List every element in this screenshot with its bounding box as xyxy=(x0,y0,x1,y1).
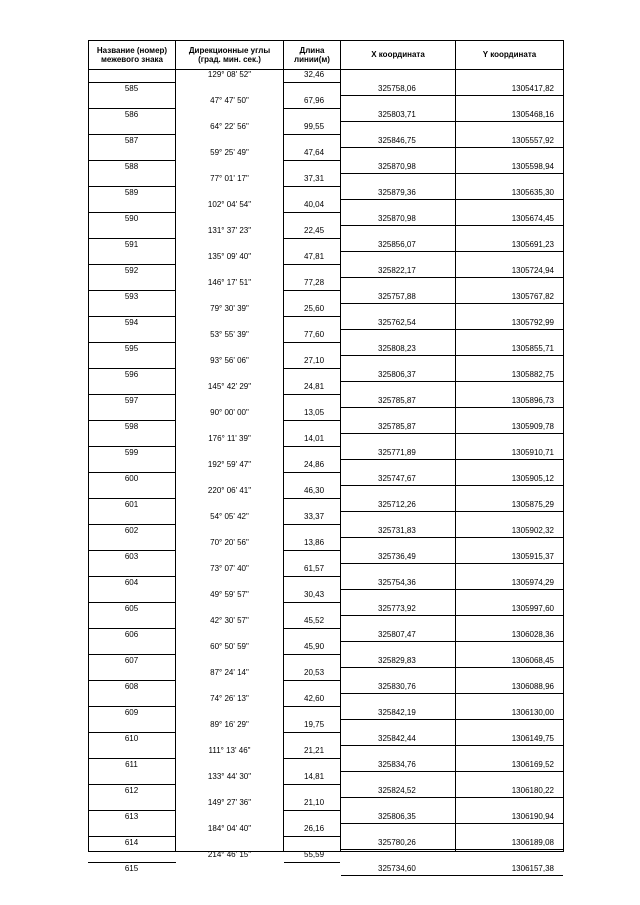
segment-length: 21,21 xyxy=(304,746,325,755)
segment-angle: 146° 17' 51" xyxy=(207,278,252,287)
segment-length: 33,37 xyxy=(304,512,325,521)
point-y: 1305767,82 xyxy=(511,292,554,301)
point-y: 1306190,94 xyxy=(511,812,554,821)
point-name: 611 xyxy=(125,760,138,769)
point-x: 325824,52 xyxy=(378,786,416,795)
segment-length: 27,10 xyxy=(304,356,325,365)
point-x: 325785,87 xyxy=(378,422,416,431)
point-x: 325762,54 xyxy=(378,318,416,327)
point-x: 325822,17 xyxy=(378,266,416,275)
header-name: Название (номер) межевого знака xyxy=(96,45,168,64)
segment-length: 26,16 xyxy=(304,824,325,833)
segment-angle: 129° 08' 52" xyxy=(207,70,252,79)
point-y: 1306068,45 xyxy=(511,656,554,665)
header-length: Длина линии(м) xyxy=(294,45,330,64)
point-y: 1305724,94 xyxy=(511,266,554,275)
point-y: 1306130,00 xyxy=(511,708,554,717)
point-y: 1306028,36 xyxy=(511,630,554,639)
segment-angle: 70° 20' 56" xyxy=(210,538,249,547)
point-name: 596 xyxy=(124,370,139,379)
point-x: 325870,98 xyxy=(378,162,416,171)
point-y: 1306169,52 xyxy=(511,760,554,769)
segment-length: 77,28 xyxy=(304,278,325,287)
point-y: 1305909,78 xyxy=(511,422,554,431)
point-name: 589 xyxy=(124,188,139,197)
segment-length: 21,10 xyxy=(304,798,325,807)
segment-angle: 149° 27' 36" xyxy=(207,798,252,807)
segment-length: 32,46 xyxy=(304,70,325,79)
segment-angle: 90° 00' 00" xyxy=(210,408,249,417)
segment-angle: 133° 44' 30" xyxy=(207,772,252,781)
point-name: 603 xyxy=(124,552,139,561)
point-y: 1306149,75 xyxy=(511,734,554,743)
segment-angle: 74° 26' 13" xyxy=(210,694,249,703)
point-x: 325806,37 xyxy=(378,370,416,379)
point-name: 615 xyxy=(124,864,139,873)
point-x: 325754,36 xyxy=(378,578,416,587)
point-name: 594 xyxy=(124,318,139,327)
point-y: 1305417,82 xyxy=(511,84,554,93)
point-x: 325731,83 xyxy=(378,526,416,535)
point-y: 1305855,71 xyxy=(511,344,554,353)
point-name: 595 xyxy=(124,344,139,353)
header-angle: Дирекционные углы (град. мин. сек.) xyxy=(188,45,271,64)
header-y: Y координата xyxy=(482,50,537,59)
point-x: 325771,89 xyxy=(378,448,416,457)
segment-angle: 220° 06' 41" xyxy=(207,486,252,495)
point-x: 325842,19 xyxy=(378,708,416,717)
point-name: 597 xyxy=(124,396,139,405)
segment-length: 19,75 xyxy=(304,720,325,729)
point-name: 601 xyxy=(124,500,139,509)
point-x: 325785,87 xyxy=(378,396,416,405)
point-y: 1306157,38 xyxy=(511,864,554,873)
point-x: 325834,76 xyxy=(378,760,416,769)
point-x: 325747,67 xyxy=(378,474,416,483)
point-y: 1305468,16 xyxy=(511,110,554,119)
segment-angle: 73° 07' 40" xyxy=(210,564,249,573)
segment-angle: 77° 01' 17" xyxy=(210,174,249,183)
segment-angle: 176° 11' 39" xyxy=(208,434,251,443)
point-x: 325842,44 xyxy=(378,734,416,743)
point-x: 325829,83 xyxy=(378,656,416,665)
point-y: 1305974,29 xyxy=(511,578,554,587)
segment-angle: 53° 55' 39" xyxy=(210,330,249,339)
point-x: 325808,23 xyxy=(378,344,416,353)
segment-length: 14,81 xyxy=(304,772,325,781)
segment-angle: 60° 50' 59" xyxy=(210,642,249,651)
point-name: 599 xyxy=(124,448,139,457)
segment-angle: 192° 59' 47" xyxy=(207,460,252,469)
segment-length: 24,86 xyxy=(304,460,325,469)
segment-angle: 42° 30' 57" xyxy=(210,616,249,625)
segment-length: 22,45 xyxy=(304,226,325,235)
point-name: 585 xyxy=(124,84,139,93)
segment-angle: 47° 47' 50" xyxy=(210,96,249,105)
segment-angle: 93° 56' 06" xyxy=(210,356,249,365)
point-y: 1305997,60 xyxy=(511,604,554,613)
point-x: 325870,98 xyxy=(378,214,416,223)
point-name: 588 xyxy=(124,162,139,171)
header-x: X координата xyxy=(371,50,425,59)
point-name: 593 xyxy=(124,292,139,301)
segment-length: 45,52 xyxy=(304,616,325,625)
segment-angle: 54° 05' 42" xyxy=(210,512,249,521)
point-y: 1305635,30 xyxy=(511,188,554,197)
segment-length: 45,90 xyxy=(304,642,325,651)
point-y: 1305557,92 xyxy=(511,136,554,145)
segment-length: 77,60 xyxy=(304,330,325,339)
point-x: 325879,36 xyxy=(378,188,416,197)
point-name: 605 xyxy=(124,604,139,613)
coordinates-table xyxy=(88,40,564,873)
segment-length: 42,60 xyxy=(304,694,325,703)
point-y: 1306180,22 xyxy=(511,786,554,795)
point-y: 1305896,73 xyxy=(511,396,554,405)
segment-length: 47,81 xyxy=(304,252,325,261)
segment-angle: 131° 37' 23" xyxy=(207,226,252,235)
segment-length: 20,53 xyxy=(304,668,325,677)
segment-length: 13,05 xyxy=(304,408,325,417)
point-name: 608 xyxy=(124,682,139,691)
point-y: 1305691,23 xyxy=(511,240,554,249)
point-name: 613 xyxy=(124,812,139,821)
segment-angle: 111° 13' 46" xyxy=(208,746,251,755)
point-name: 612 xyxy=(124,786,139,795)
point-y: 1305882,75 xyxy=(511,370,554,379)
point-name: 586 xyxy=(124,110,139,119)
segment-angle: 59° 25' 49" xyxy=(210,148,249,157)
segment-angle: 145° 42' 29" xyxy=(207,382,252,391)
segment-length: 61,57 xyxy=(304,564,325,573)
segment-length: 47,64 xyxy=(304,148,325,157)
point-y: 1305674,45 xyxy=(511,214,554,223)
segment-angle: 79° 30' 39" xyxy=(210,304,249,313)
point-name: 614 xyxy=(124,838,139,847)
point-y: 1306088,96 xyxy=(511,682,554,691)
segment-length: 13,86 xyxy=(304,538,325,547)
segment-length: 40,04 xyxy=(304,200,325,209)
point-name: 609 xyxy=(124,708,139,717)
point-name: 598 xyxy=(124,422,139,431)
segment-angle: 89° 16' 29" xyxy=(210,720,249,729)
point-name: 606 xyxy=(124,630,139,639)
point-x: 325803,71 xyxy=(378,110,416,119)
segment-length: 99,55 xyxy=(304,122,325,131)
point-y: 1305792,99 xyxy=(511,318,554,327)
point-name: 607 xyxy=(124,656,139,665)
point-name: 610 xyxy=(124,734,139,743)
point-x: 325773,92 xyxy=(378,604,416,613)
point-name: 587 xyxy=(124,136,139,145)
segment-angle: 64° 22' 56" xyxy=(210,122,249,131)
segment-angle: 184° 04' 40" xyxy=(207,824,252,833)
point-y: 1305598,94 xyxy=(511,162,554,171)
point-x: 325736,49 xyxy=(378,552,416,561)
point-y: 1305905,12 xyxy=(511,474,554,483)
point-x: 325712,26 xyxy=(378,500,416,509)
point-name: 592 xyxy=(124,266,139,275)
point-y: 1305915,37 xyxy=(511,552,554,561)
segment-length: 24,81 xyxy=(304,382,325,391)
point-x: 325757,88 xyxy=(378,292,416,301)
segment-length: 55,59 xyxy=(304,850,325,859)
point-x: 325846,75 xyxy=(378,136,416,145)
segment-length: 37,31 xyxy=(304,174,325,183)
point-x: 325806,35 xyxy=(378,812,416,821)
segment-angle: 49° 59' 57" xyxy=(210,590,249,599)
point-x: 325758,06 xyxy=(378,84,416,93)
segment-length: 14,01 xyxy=(304,434,325,443)
point-name: 600 xyxy=(124,474,139,483)
point-name: 602 xyxy=(124,526,139,535)
point-x: 325830,76 xyxy=(378,682,416,691)
point-x: 325734,60 xyxy=(378,864,416,873)
segment-length: 25,60 xyxy=(304,304,325,313)
segment-angle: 102° 04' 54" xyxy=(207,200,252,209)
segment-angle: 214° 46' 15" xyxy=(207,850,252,859)
segment-length: 30,43 xyxy=(304,590,325,599)
point-name: 590 xyxy=(124,214,139,223)
point-y: 1305902,32 xyxy=(511,526,554,535)
segment-angle: 135° 09' 40" xyxy=(207,252,252,261)
segment-length: 67,96 xyxy=(304,96,325,105)
point-y: 1305910,71 xyxy=(511,448,554,457)
point-x: 325807,47 xyxy=(378,630,416,639)
point-y: 1305875,29 xyxy=(511,500,554,509)
point-name: 591 xyxy=(124,240,139,249)
segment-length: 46,30 xyxy=(304,486,325,495)
point-y: 1306189,08 xyxy=(511,838,554,847)
point-x: 325780,26 xyxy=(378,838,416,847)
point-name: 604 xyxy=(124,578,139,587)
point-x: 325856,07 xyxy=(378,240,416,249)
segment-angle: 87° 24' 14" xyxy=(210,668,249,677)
